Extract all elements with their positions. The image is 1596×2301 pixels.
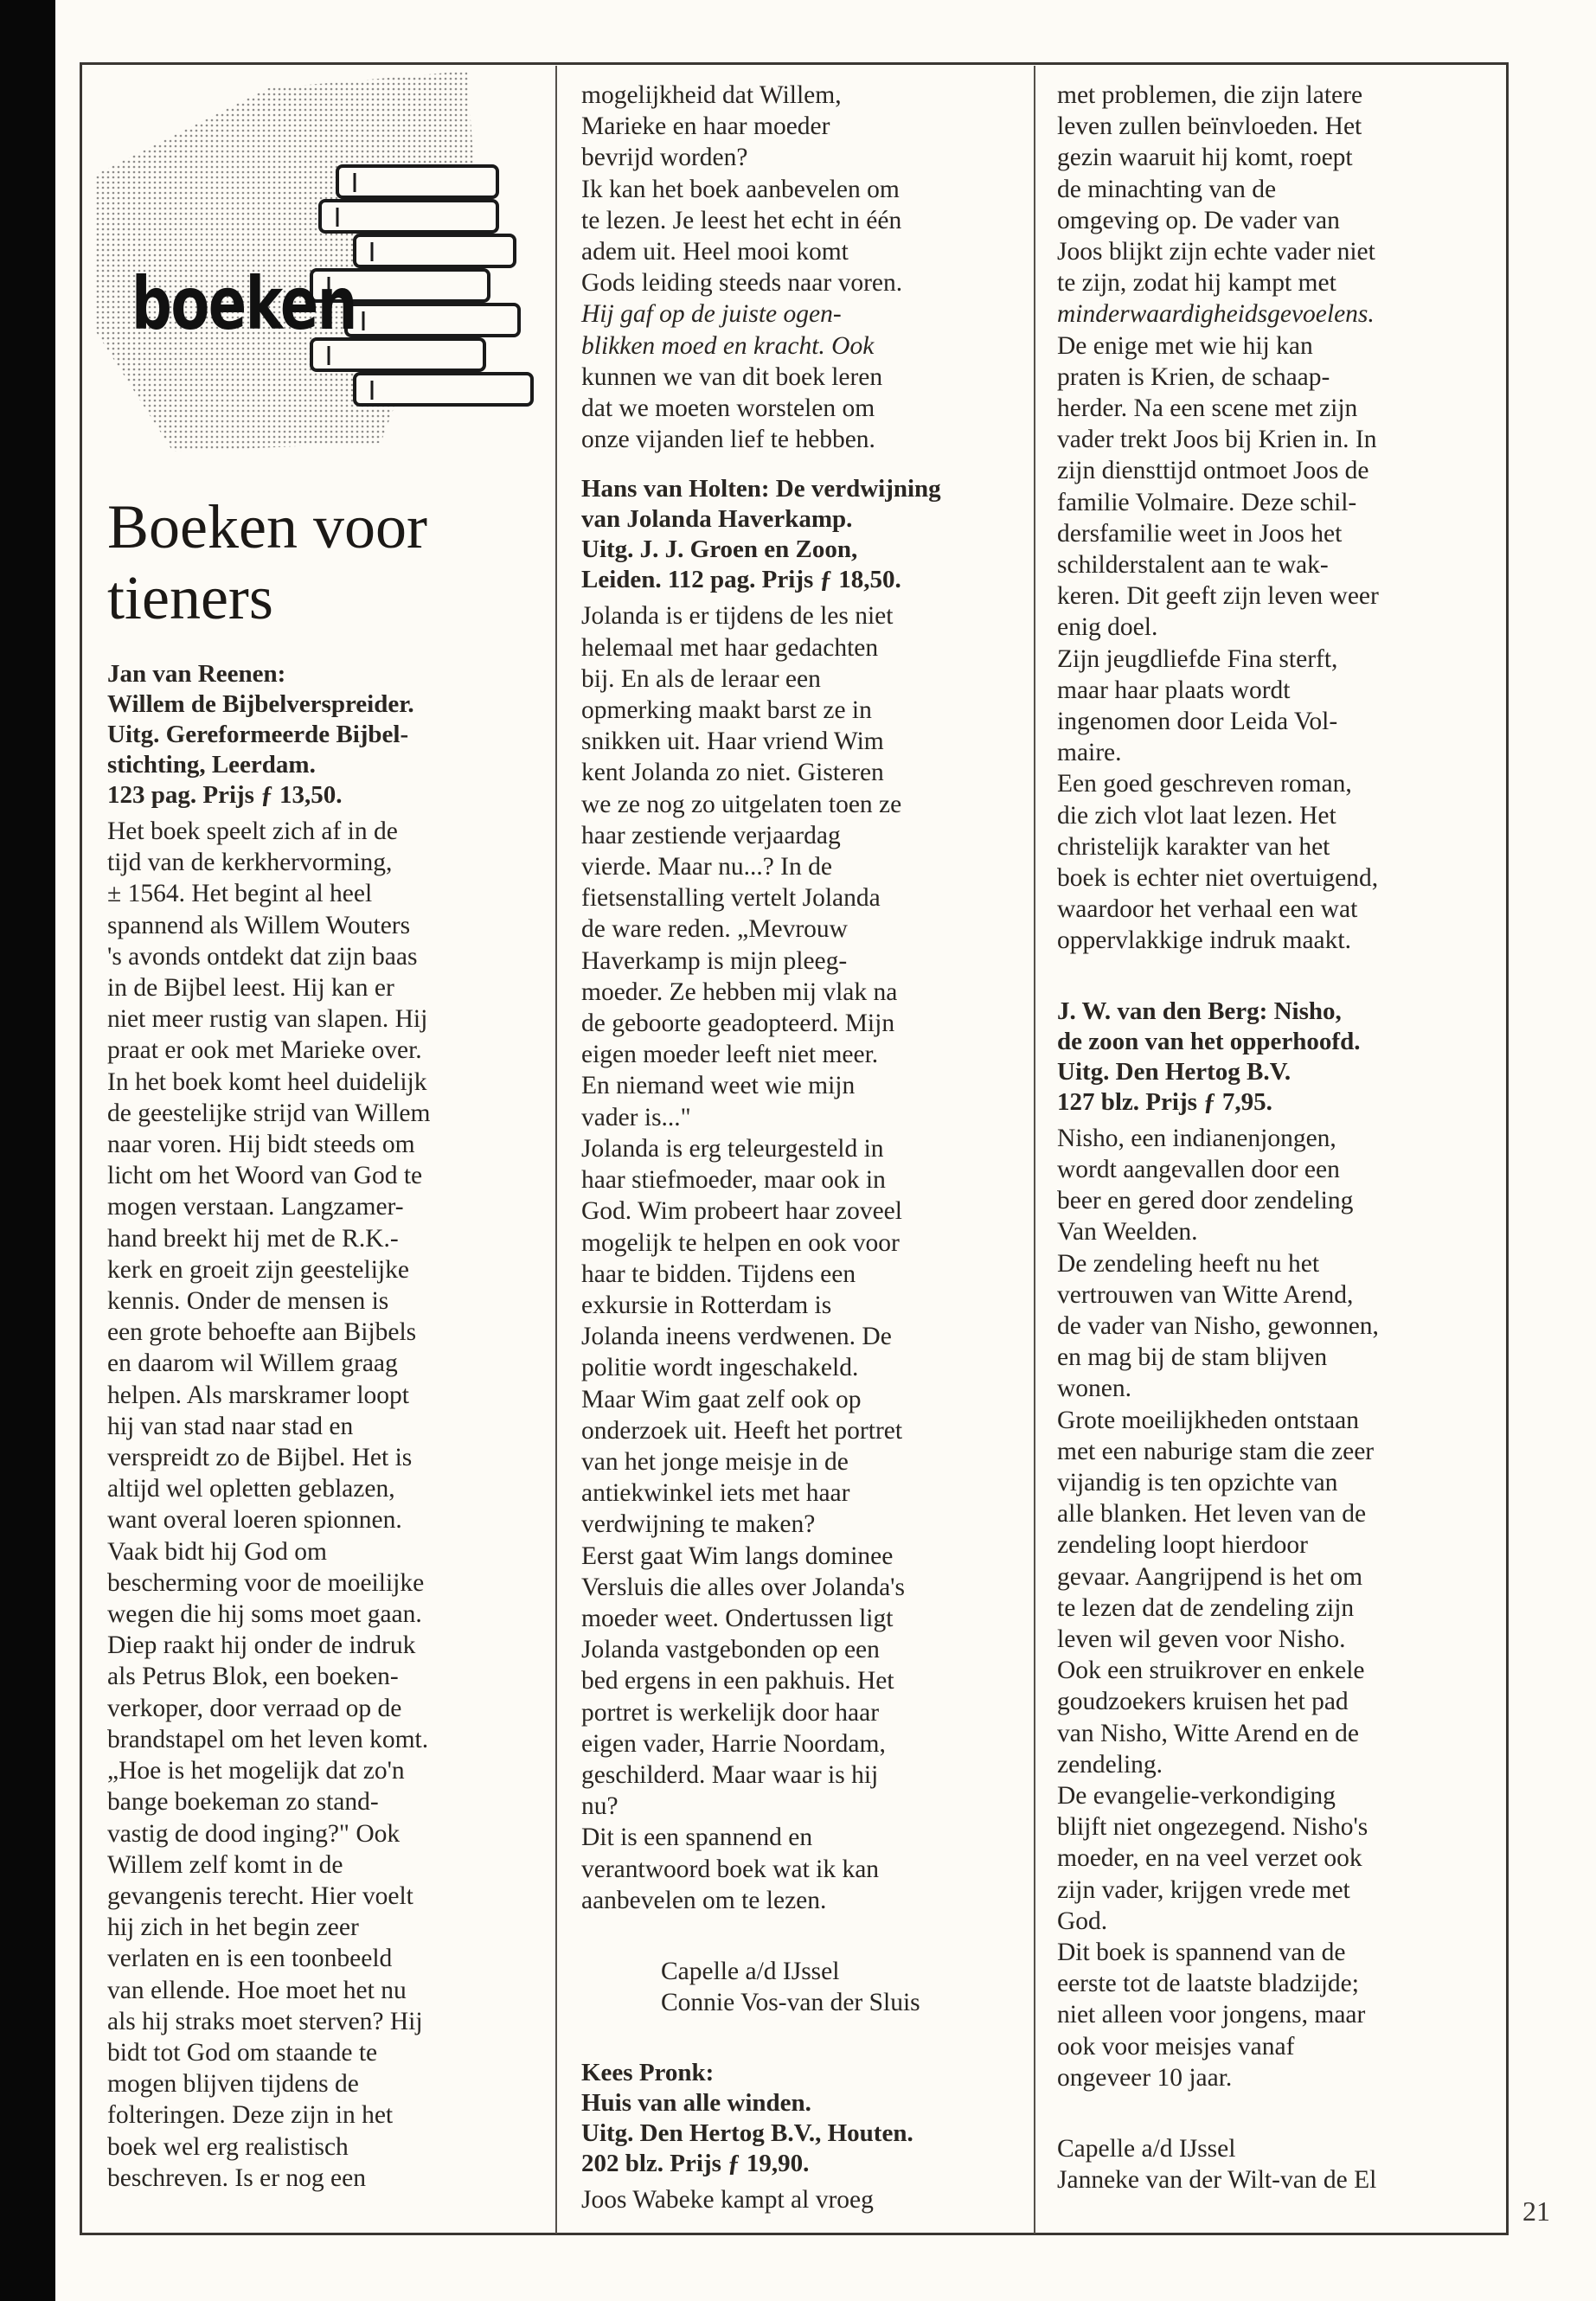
text-line: vader is..."	[581, 1103, 691, 1131]
text-line: adem uit. Heel mooi komt	[581, 238, 849, 266]
text-line: maire.	[1057, 739, 1122, 767]
text-line: alle blanken. Het leven van de	[1057, 1500, 1367, 1529]
text-line: hand breekt hij met de R.K.-	[107, 1224, 399, 1253]
text-line: Jolanda is erg teleurgesteld in	[581, 1134, 884, 1163]
text-line: beer en gered door zendeling	[1057, 1187, 1354, 1215]
text-line: moeder, en na veel verzet ook	[1057, 1844, 1362, 1873]
text-line: Jolanda ineens verdwenen. De	[581, 1323, 892, 1351]
text-line: oppervlakkige indruk maakt.	[1057, 926, 1351, 955]
text-line: bij. En als de leraar een	[581, 664, 821, 693]
review-2-signature: Capelle a/d IJssel Connie Vos-van der Sluis	[661, 1957, 920, 2017]
text-line: Willem zelf komt in de	[107, 1850, 343, 1879]
review-2-heading: Hans van Holten: De verdwijning van Jolanda Haverkamp. Uitg. J. J. Groen en Zoon, Leiden. 112 pag. Prijs ƒ 18,50.	[581, 475, 941, 594]
text-line: kunnen we van dit boek leren	[581, 362, 883, 391]
text-line: keren. Dit geeft zijn leven weer	[1057, 582, 1379, 611]
text-line: brandstapel om het leven komt.	[107, 1725, 429, 1753]
text-line: nu?	[581, 1792, 619, 1821]
review-1-heading: Jan van Reenen: Willem de Bijbelverspreider. Uitg. Gereformeerde Bijbel- stichting, Leerdam. 123 pag. Prijs ƒ 13,50.	[107, 660, 414, 809]
text-line: dersfamilie weet in Joos het	[1057, 519, 1343, 548]
text-line: portret is werkelijk door haar	[581, 1698, 880, 1727]
text-line: boek is echter niet overtuigend,	[1057, 864, 1379, 893]
text-line: mogen verstaan. Langzamer-	[107, 1193, 404, 1221]
text-line: gezin waaruit hij komt, roept	[1057, 144, 1353, 172]
text-line: bevrijd worden?	[581, 144, 748, 172]
text-line: blikken moed en kracht. Ook	[581, 331, 875, 360]
text-line: politie wordt ingeschakeld.	[581, 1354, 859, 1382]
text-line: folteringen. Deze zijn in het	[107, 2101, 394, 2130]
text-line: haar zestiende verjaardag	[581, 821, 841, 849]
text-line: opmerking maakt barst ze in	[581, 696, 872, 725]
text-line: Ook een struikrover en enkele	[1057, 1657, 1365, 1685]
text-line: De enige met wie hij kan	[1057, 331, 1313, 360]
text-line: Vaak bidt hij God om	[107, 1537, 328, 1566]
text-line: wonen.	[1057, 1375, 1132, 1403]
text-line: Het boek speelt zich af in de	[107, 817, 398, 845]
text-line: licht om het Woord van God te	[107, 1162, 423, 1190]
text-line: en daarom wil Willem graag	[107, 1349, 398, 1378]
text-line: Een goed geschreven roman,	[1057, 770, 1352, 798]
text-line: antiekwinkel iets met haar	[581, 1479, 850, 1508]
text-line: christelijk karakter van het	[1057, 832, 1330, 861]
text-line: Versluis die alles over Jolanda's	[581, 1573, 905, 1601]
text-line: In het boek komt heel duidelijk	[107, 1067, 427, 1096]
text-line: zijn vader, krijgen vrede met	[1057, 1875, 1350, 1904]
text-line: een grote behoefte aan Bijbels	[107, 1318, 417, 1347]
review-3-body-start	[581, 2184, 1014, 2215]
text-line: waardoor het verhaal een wat	[1057, 895, 1358, 924]
review-1-body	[107, 816, 540, 2194]
text-line: verantwoord boek wat ik kan	[581, 1855, 880, 1883]
text-line: God. Wim probeert haar zoveel	[581, 1197, 902, 1226]
text-line: in de Bijbel leest. Hij kan er	[107, 974, 394, 1003]
text-line: Maar Wim gaat zelf ook op	[581, 1385, 862, 1413]
text-line: eigen vader, Harrie Noordam,	[581, 1729, 886, 1758]
text-line: leven wil geven voor Nisho.	[1057, 1625, 1346, 1653]
text-line: en mag bij de stam blijven	[1057, 1343, 1328, 1372]
text-line: als hij straks moet sterven? Hij	[107, 2007, 423, 2035]
text-line: Joos blijkt zijn echte vader niet	[1057, 238, 1375, 266]
text-line: verkoper, door verraad op de	[107, 1694, 402, 1722]
text-line: Nisho, een indianenjongen,	[1057, 1124, 1336, 1152]
text-line: kent Jolanda zo niet. Gisteren	[581, 759, 884, 787]
text-line: „Hoe is het mogelijk dat zo'n	[107, 1757, 405, 1785]
column-divider	[1034, 66, 1035, 2234]
text-line: praat er ook met Marieke over.	[107, 1036, 422, 1065]
text-line: enig doel.	[1057, 613, 1158, 642]
text-line: wordt aangevallen door een	[1057, 1155, 1340, 1183]
text-line: zendeling loopt hierdoor	[1057, 1531, 1309, 1560]
text-line: praten is Krien, de schaap-	[1057, 362, 1330, 391]
text-line: Ik kan het boek aanbevelen om	[581, 175, 900, 203]
text-line: dat we moeten worstelen om	[581, 394, 875, 423]
text-line: familie Volmaire. Deze schil-	[1057, 488, 1357, 516]
text-line: Jolanda is er tijdens de les niet	[581, 602, 894, 631]
text-line: verlaten en is een toonbeeld	[107, 1945, 393, 1973]
text-line: want overal loeren spionnen.	[107, 1506, 402, 1535]
text-line: 's avonds ontdekt dat zijn baas	[107, 942, 418, 971]
text-line: boek wel erg realistisch	[107, 2132, 349, 2161]
text-line: wegen die hij soms moet gaan.	[107, 1600, 422, 1629]
text-line: met een naburige stam die zeer	[1057, 1437, 1375, 1465]
text-line: haar te bidden. Tijdens een	[581, 1259, 856, 1288]
text-line: als Petrus Blok, een boeken-	[107, 1663, 399, 1691]
text-line: te zijn, zodat hij kampt met	[1057, 269, 1336, 298]
boeken-logo	[95, 71, 545, 452]
text-line: van ellende. Hoe moet het nu	[107, 1976, 407, 2004]
text-line: niet alleen voor jongens, maar	[1057, 2001, 1366, 2029]
text-line: geschilderd. Maar waar is hij	[581, 1760, 879, 1789]
text-line: aanbevelen om te lezen.	[581, 1886, 827, 1914]
text-line: met problemen, die zijn latere	[1057, 81, 1363, 109]
text-line: bange boekeman zo stand-	[107, 1788, 379, 1817]
text-line: gevangenis terecht. Hier voelt	[107, 1881, 413, 1910]
review-4-heading: J. W. van den Berg: Nisho, de zoon van het opperhoofd. Uitg. Den Hertog B.V. 127 blz. Prijs ƒ 7,95.	[1057, 997, 1361, 1116]
review-3-heading: Kees Pronk: Huis van alle winden. Uitg. Den Hertog B.V., Houten. 202 blz. Prijs ƒ 19,90.	[581, 2059, 913, 2178]
text-line: verdwijning te maken?	[581, 1510, 816, 1539]
text-line: eigen moeder leeft niet meer.	[581, 1041, 879, 1069]
column-3	[1057, 80, 1494, 2195]
text-line: Zijn jeugdliefde Fina sterft,	[1057, 644, 1338, 673]
text-line: vierde. Maar nu...? In de	[581, 853, 832, 881]
text-line: van Nisho, Witte Arend en de	[1057, 1719, 1359, 1747]
text-line: goudzoekers kruisen het pad	[1057, 1688, 1349, 1716]
column-divider	[555, 66, 557, 2234]
text-line: exkursie in Rotterdam is	[581, 1291, 832, 1319]
text-line: de minachting van de	[1057, 175, 1277, 203]
text-line: de vader van Nisho, gewonnen,	[1057, 1311, 1379, 1340]
text-line: Dit boek is spannend van de	[1057, 1938, 1346, 1966]
text-line: spannend als Willem Wouters	[107, 911, 411, 939]
text-line: Haverkamp is mijn pleeg-	[581, 946, 848, 975]
text-line: kennis. Onder de mensen is	[107, 1287, 389, 1316]
text-line: Diep raakt hij onder de indruk	[107, 1631, 416, 1660]
text-line: helpen. Als marskramer loopt	[107, 1381, 410, 1409]
text-line: de geestelijke strijd van Willem	[107, 1099, 431, 1127]
text-line: te lezen dat de zendeling zijn	[1057, 1593, 1355, 1622]
text-line: bed ergens in een pakhuis. Het	[581, 1667, 894, 1695]
text-line: altijd wel opletten geblazen,	[107, 1475, 395, 1503]
logo-word: boeken	[131, 261, 356, 346]
text-line: maar haar plaats wordt	[1057, 676, 1291, 704]
review-4-body	[1057, 1123, 1494, 2093]
text-line: vader trekt Joos bij Krien in. In	[1057, 426, 1377, 454]
text-line: De evangelie-verkondiging	[1057, 1781, 1336, 1810]
text-line: de ware reden. „Mevrouw	[581, 915, 848, 944]
text-line: de geboorte geadopteerd. Mijn	[581, 1009, 895, 1038]
text-line: En niemand weet wie mijn	[581, 1072, 856, 1100]
text-line: we ze nog zo uitgelaten toen ze	[581, 790, 902, 818]
text-line: vertrouwen van Witte Arend,	[1057, 1280, 1354, 1309]
text-line: onze vijanden lief te hebben.	[581, 426, 875, 454]
page-number: 21	[1522, 2195, 1550, 2227]
text-line: gevaar. Aangrijpend is het om	[1057, 1562, 1363, 1591]
text-line: moeder weet. Ondertussen ligt	[581, 1604, 894, 1632]
text-line: mogelijk te helpen en ook voor	[581, 1228, 900, 1257]
text-line: fietsenstalling vertelt Jolanda	[581, 884, 881, 913]
text-line: mogen blijven tijdens de	[107, 2070, 359, 2099]
text-line: haar stiefmoeder, maar ook in	[581, 1166, 886, 1195]
text-line: hij zich in het begin zeer	[107, 1913, 359, 1942]
column-1	[107, 491, 540, 2194]
text-line: niet meer rustig van slapen. Hij	[107, 1005, 428, 1034]
text-line: zijn diensttijd ontmoet Joos de	[1057, 457, 1369, 485]
text-line: eerste tot de laatste bladzijde;	[1057, 1970, 1359, 1998]
text-line: Grote moeilijkheden ontstaan	[1057, 1406, 1359, 1434]
text-line: zendeling.	[1057, 1750, 1163, 1779]
article-title: Boeken voor tieners	[107, 492, 427, 632]
text-line: ook voor meisjes vanaf	[1057, 2032, 1295, 2061]
text-line: De zendeling heeft nu het	[1057, 1249, 1320, 1278]
text-line: helemaal met haar gedachten	[581, 633, 879, 662]
text-line: leven zullen beïnvloeden. Het	[1057, 112, 1362, 141]
text-line: kerk en groeit zijn geestelijke	[107, 1255, 409, 1284]
text-line: herder. Na een scene met zijn	[1057, 394, 1358, 423]
review-3-continuation	[1057, 80, 1494, 957]
text-line: Hij gaf op de juiste ogen-	[581, 300, 842, 329]
text-line: moeder. Ze hebben mij vlak na	[581, 977, 898, 1006]
text-line: schilderstalent aan te wak-	[1057, 551, 1329, 580]
text-line: God.	[1057, 1907, 1108, 1935]
text-line: ingenomen door Leida Vol-	[1057, 708, 1338, 736]
text-line: beschreven. Is er nog een	[107, 2163, 366, 2192]
text-line: Eerst gaat Wim langs dominee	[581, 1541, 894, 1570]
text-line: naar voren. Hij bidt steeds om	[107, 1131, 415, 1159]
text-line: blijft niet ongezegend. Nisho's	[1057, 1813, 1368, 1842]
binding-edge	[0, 0, 55, 2301]
text-line: Marieke en haar moeder	[581, 112, 830, 141]
text-line: ± 1564. Het begint al heel	[107, 880, 373, 908]
text-line: snikken uit. Haar vriend Wim	[581, 727, 884, 756]
text-line: Jolanda vastgebonden op een	[581, 1636, 880, 1664]
text-line: Gods leiding steeds naar voren.	[581, 269, 903, 298]
review-2-body	[581, 600, 1014, 1916]
text-line: vastig de dood inging?" Ook	[107, 1819, 401, 1848]
text-line: omgeving op. De vader van	[1057, 206, 1340, 234]
column-2	[581, 80, 1014, 2216]
review-1-continuation	[581, 80, 1014, 455]
text-line: tijd van de kerkhervorming,	[107, 849, 393, 877]
text-line: ongeveer 10 jaar.	[1057, 2063, 1233, 2092]
text-line: mogelijkheid dat Willem,	[581, 81, 842, 109]
text-line: verspreidt zo de Bijbel. Het is	[107, 1444, 413, 1472]
text-line: van het jonge meisje in de	[581, 1447, 849, 1476]
text-line: bidt tot God om staande te	[107, 2038, 378, 2067]
text-line: minderwaardigheidsgevoelens.	[1057, 300, 1375, 329]
text-line: Dit is een spannend en	[581, 1823, 813, 1852]
text-line: vijandig is ten opzichte van	[1057, 1468, 1338, 1497]
text-line: Joos Wabeke kampt al vroeg	[581, 2186, 874, 2214]
text-line: die zich vlot laat lezen. Het	[1057, 801, 1336, 830]
text-line: te lezen. Je leest het echt in één	[581, 206, 902, 234]
review-4-signature: Capelle a/d IJssel Janneke van der Wilt-van de El	[1057, 2134, 1377, 2195]
text-line: hij van stad naar stad en	[107, 1412, 354, 1440]
text-line: Van Weelden.	[1057, 1218, 1198, 1247]
text-line: bescherming voor de moeilijke	[107, 1568, 425, 1597]
text-line: onderzoek uit. Heeft het portret	[581, 1416, 903, 1445]
